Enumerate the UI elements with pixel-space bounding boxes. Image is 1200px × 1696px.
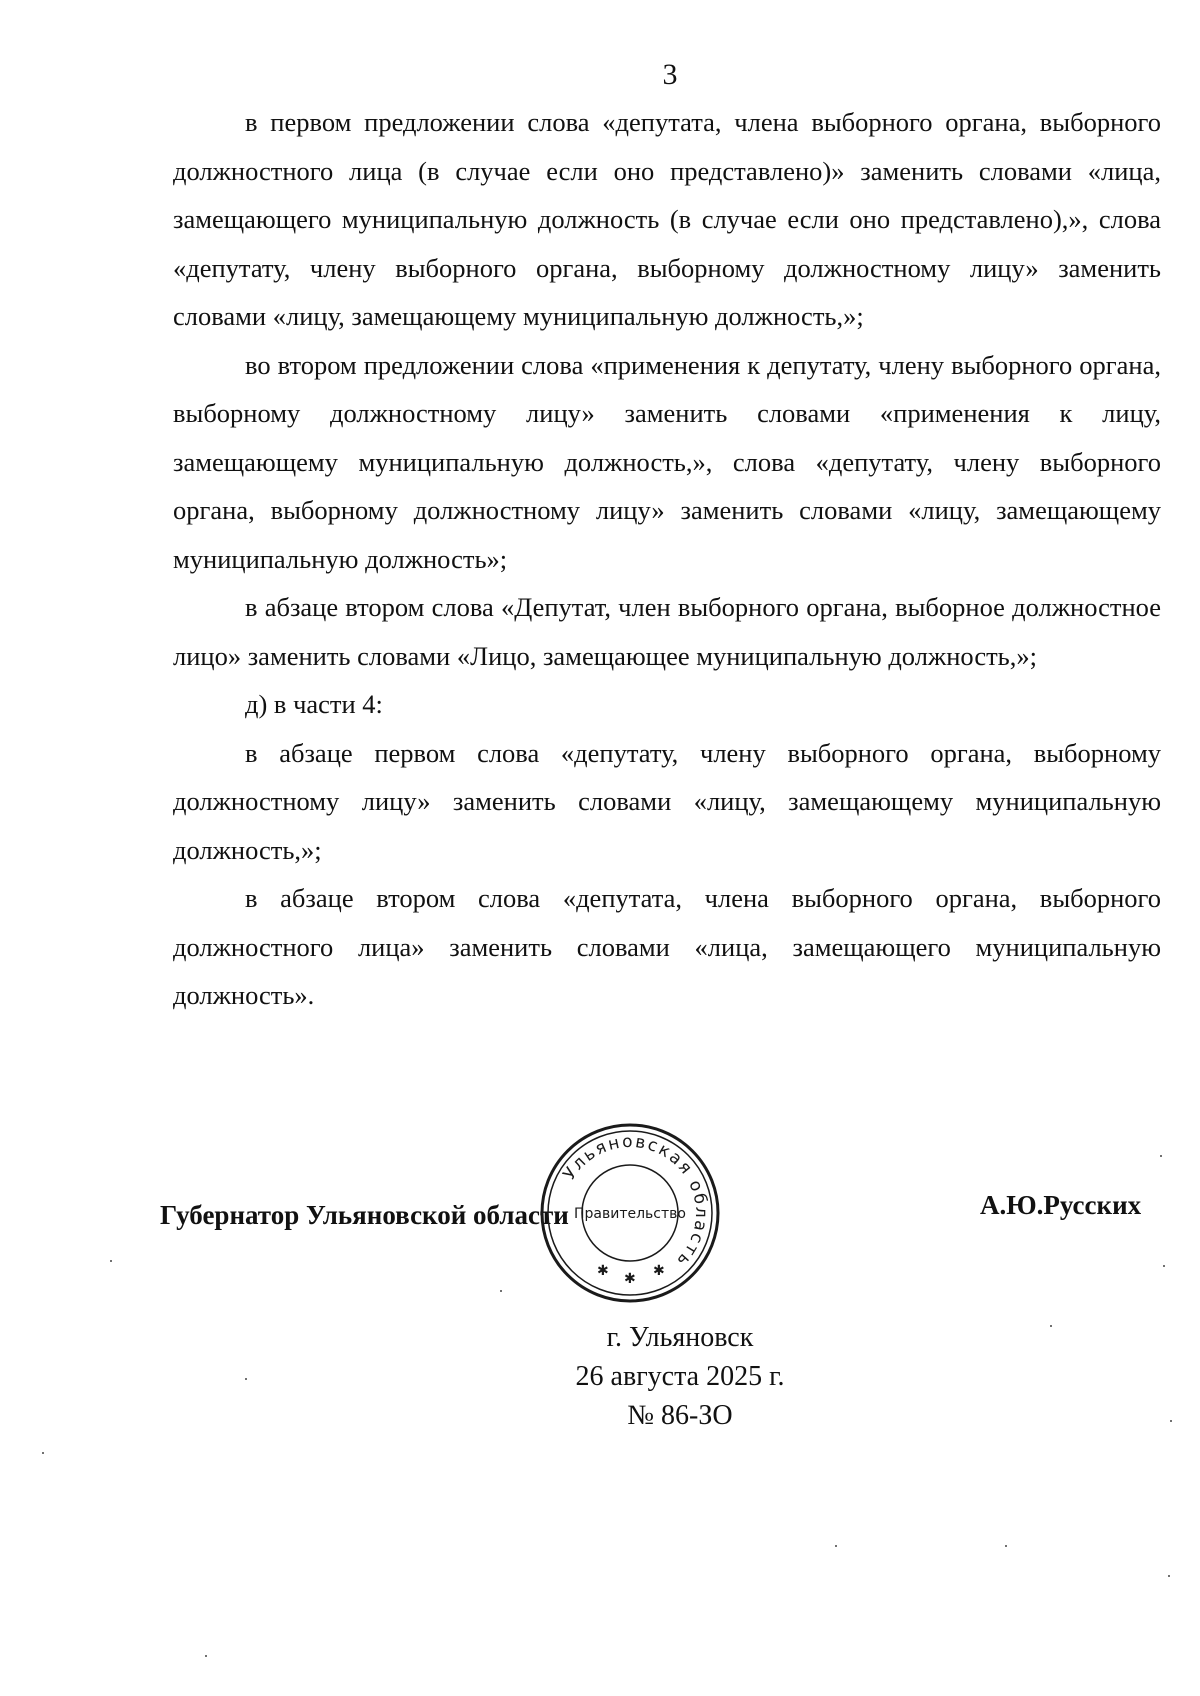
law-number: № 86-ЗО — [627, 1400, 733, 1431]
scan-speck — [1160, 1155, 1162, 1157]
page-number: 3 — [662, 58, 678, 91]
date-line: 26 августа 2025 г. — [575, 1361, 785, 1392]
scan-speck — [1163, 1265, 1165, 1267]
scan-speck — [110, 1260, 112, 1262]
scan-speck — [42, 1452, 44, 1454]
scan-speck — [500, 1290, 502, 1292]
paragraph-2: во втором предложении слова «применения к депутату, члену выборного органа, выборному должностному лицу» заменить словами «применения к лицу, замещающему муниципальную должность,», слова «депутату, члену выборного органа, выборному должностному лицу» заменить словами «лицу, замещающему муниципальную должность»; — [173, 349, 1161, 574]
scan-speck — [1168, 1575, 1170, 1577]
document-body — [173, 98, 1161, 1020]
paragraph-4: д) в части 4: — [245, 689, 383, 719]
scan-speck — [1050, 1325, 1052, 1327]
official-seal-icon — [535, 1118, 725, 1308]
seal-ring-text: Ульяновская область — [559, 1131, 712, 1272]
paragraph-5: в абзаце первом слова «депутату, члену выборного органа, выборному должностному лицу» заменить словами «лицу, замещающему муниципальную должность,»; — [173, 737, 1161, 865]
seal-star-icon: ✱ — [624, 1271, 636, 1287]
place-and-date — [480, 1318, 880, 1435]
signer-title: Губернатор Ульяновской области — [160, 1200, 569, 1230]
signer-name: А.Ю.Русских — [980, 1190, 1142, 1220]
paragraph-3: в абзаце втором слова «Депутат, член выборного органа, выборное должностное лицо» заменить словами «Лицо, замещающее муниципальную должность,»; — [173, 592, 1161, 671]
seal-star-icon: ✱ — [597, 1263, 609, 1279]
paragraph-1: в первом предложении слова «депутата, члена выборного органа, выборного должностного лица (в случае если оно представлено)» заменить словами «лица, замещающего муниципальную должность (в случае если оно представлено),», слова «депутату, члену выборного органа, выборному должностному лицу» заменить словами «лицу, замещающему муниципальную должность,»; — [173, 107, 1161, 331]
city-line: г. Ульяновск — [606, 1322, 754, 1353]
scan-speck — [835, 1545, 837, 1547]
scan-speck — [245, 1378, 247, 1380]
scan-speck — [205, 1655, 207, 1657]
paragraph-6: в абзаце втором слова «депутата, члена выборного органа, выборного должностного лица» заменить словами «лица, замещающего муниципальную должность». — [173, 883, 1161, 1010]
scan-speck — [1170, 1420, 1172, 1422]
scan-speck — [1005, 1545, 1007, 1547]
seal-center-text: Правительство — [574, 1206, 686, 1222]
seal-star-icon: ✱ — [653, 1263, 665, 1279]
